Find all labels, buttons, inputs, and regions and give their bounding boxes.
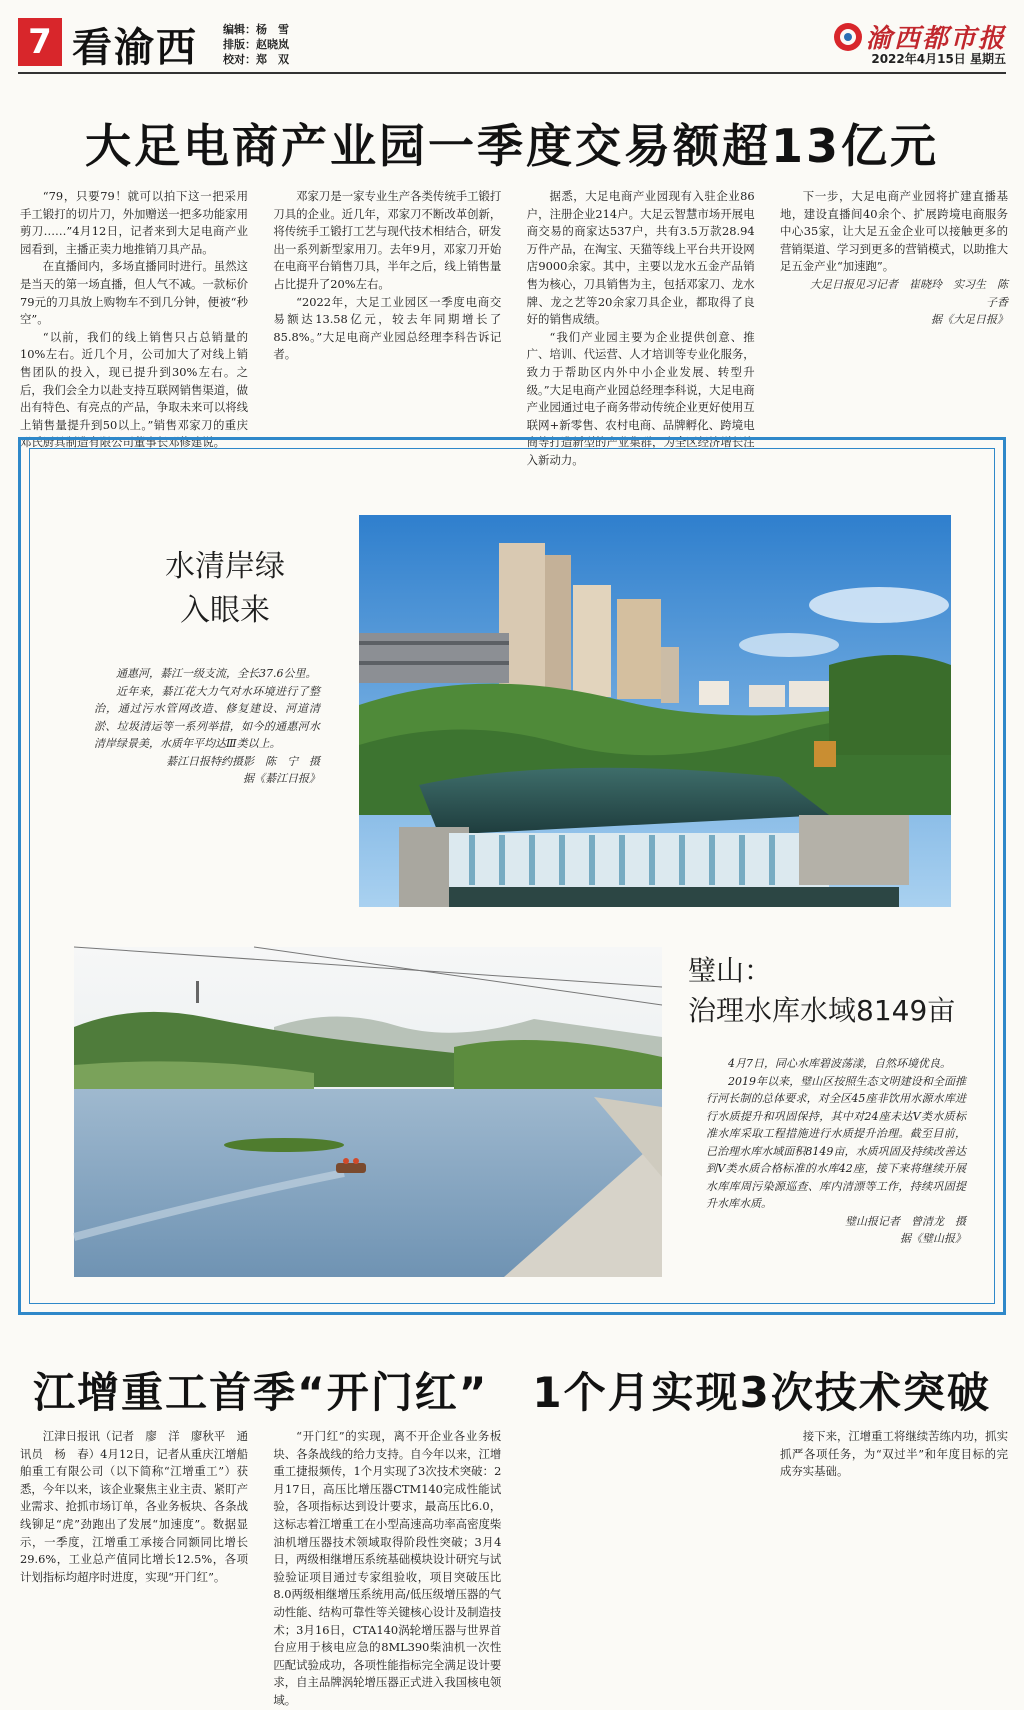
article1-byline: 大足日报见习记者 崔晓玲 实习生 陈子香 xyxy=(809,277,1008,309)
newspaper-name: 渝西都市报 xyxy=(865,24,1006,54)
article1-paragraph: “2022年，大足工业园区一季度电商交易额达13.58亿元，较去年同期增长了85.8%。”大足电商产业园总经理李科告诉记者。 xyxy=(273,294,502,362)
article1-paragraph: “79，只要79！就可以拍下这一把采用手工锻打的切片刀，外加赠送一把多功能家用剪刀……”4月12日，记者来到大足电商产业园看到，主播正卖力地推销刀具产品。 xyxy=(20,189,248,256)
article1-column-2 xyxy=(273,188,501,424)
article1-paragraph: “以前，我们的线上销售只占总销量的10%左右。近几个月，公司加大了对线上销售团队的投入，现已提升到30%左右。之后，我们会全力以赴支持互联网销售渠道，做出有特色、有亮点的产品，争取未来可以将线上销售量提升到50以上。”销售邓家刀的重庆邓氏厨具制造有限公司董事长邓修建说。 xyxy=(20,329,248,450)
article1-column-3 xyxy=(526,188,755,467)
photo2-source: 据《璧山报》 xyxy=(900,1232,966,1245)
photo-feature-box xyxy=(18,437,1006,1315)
photo2-caption-p2: 2019年以来，璧山区按照生态文明建设和全面推行河长制的总体要求，对全区45座非饮用水源水库进行水质提升和巩固保持，其中对24座未达Ⅴ类水质标准水库采取工程措施进行水质提升治理。截至目前，已治理水库水域面积8149亩，水质巩固及持续改善达到Ⅴ类水质合格标准的水库42座，接下来将继续开展水库库周污染源巡查、库内清漂等工作，持续巩固提升水库水质。 xyxy=(706,1074,966,1210)
article2-paragraph: 江津日报讯（记者 廖 洋 廖秋平 通讯员 杨 春）4月12日，记者从重庆江增船舶重工有限公司（以下简称“江增重工”）获悉，今年以来，该企业聚焦主业主责、紧盯产业需求、抢抓市场订单，各业务板块、各条战线铆足“虎”劲跑出了发展“加速度”。数据显示，一季度，江增重工承接合同额同比增长29.6%，工业总产值同比增长12.5%，各项计划指标均超序时进度，实现“开门红”。 xyxy=(20,1429,248,1584)
photo2-credit: 璧山报记者 曾清龙 摄 xyxy=(845,1214,966,1228)
masthead xyxy=(18,14,1006,70)
newspaper-logo-icon xyxy=(834,23,862,51)
article1-paragraph: 邓家刀是一家专业生产各类传统手工锻打刀具的企业。近几年，邓家刀不断改革创新，将传统手工锻打工艺与现代技术相结合，研发出一系列新型家用刀。去年9月，邓家刀开始在电商平台销售刀具，半年之后，线上销售量占比提升了20%左右。 xyxy=(273,189,502,291)
article2-paragraph: “开门红”的实现，离不开企业各业务板块、各条战线的给力支持。自今年以来，江增重工捷报频传，1个月实现了3次技术突破：2月17日，高压比增压器CTM140完成性能试验，各项指标达到设计要求，最高压比6.0，这标志着江增重工在小型高速高功率高密度柴油机增压器技术领域取得阶段性突破；3月4日，两级相继增压系统基础模块设计研究与试验验证项目通过专家组验收，项目突破压比8.0两级相继增压系统用高/低压级增压器的气动性能、结构可靠性等关键核心设计及制造技术；3月16日，CTA140涡轮增压器与世界首台应用于核电应急的8ML390柴油机一次性匹配试验成功，各项性能指标完全满足设计要求，自主品牌涡轮增压器正式进入我国核电领域。 xyxy=(273,1429,502,1707)
photo1-title xyxy=(130,545,320,633)
article2-headline: 江增重工首季“开门红” 1个月实现3次技术突破 xyxy=(33,1368,991,1417)
photo1-caption-p2: 近年来，綦江花大力气对水环境进行了整治，通过污水管网改造、修复建设、河道清淤、垃圾清运等一系列举措，如今的通惠河水清岸绿景美，水质年平均达Ⅲ类以上。 xyxy=(94,684,320,750)
article2-column-3 xyxy=(527,1428,755,1600)
article1-paragraph: 下一步，大足电商产业园将扩建直播基地，建设直播间40余个、扩展跨境电商服务中心35家，让大足五金企业可以接触更多的营销渠道、学习到更多的营销模式，以助推大足五金产业“加速跑”。 xyxy=(779,189,1008,274)
article2-column-4 xyxy=(780,1428,1008,1600)
issue-date: 2022年4月15日 星期五 xyxy=(871,52,1006,66)
photo2-title xyxy=(688,951,988,1031)
photo1-reservoir-dam-image xyxy=(359,515,951,907)
page-number: 7 xyxy=(18,18,62,66)
article1-paragraph: “我们产业园主要为企业提供创意、推广、培训、代运营、人才培训等专业化服务，致力于帮助区内外中小企业发展、转型升级。”大足电商产业园总经理李科说，大足电商产业园通过电子商务带动传统企业更好使用互联网+新零售、农村电商、品牌孵化、跨境电商等打造新型的产业集群，为全区经济增长注入新动力。 xyxy=(526,329,755,467)
article1-paragraph: 据悉，大足电商产业园现有入驻企业86户，注册企业214户。大足云智慧市场开展电商交易的商家达537户，共有3.5万款28.94万件产品，在淘宝、天猫等线上平台共开设网店9000余家。其中，主要以龙水五金产品销售为核心，刀具销售为主，包括邓家刀、龙水牌、龙之艺等20余家刀具企业，都取得了良好的销售成绩。 xyxy=(526,189,755,327)
photo2-caption-p1: 4月7日，同心水库碧波荡漾，自然环境优良。 xyxy=(728,1057,951,1070)
article1-headline: 大足电商产业园一季度交易额超13亿元 xyxy=(84,119,939,173)
photo1-title-line2: 入眼来 xyxy=(180,593,270,628)
layout-line: 排版：赵晓岚 xyxy=(223,38,289,51)
article2-column-2 xyxy=(273,1428,502,1707)
article1-paragraph: 在直播间内，多场直播同时进行。虽然这是当天的第一场直播，但人气不减。一款标价79元的刀具放上购物车不到几分钟，便被“秒空”。 xyxy=(20,259,248,327)
proofreader-line: 校对：郑 双 xyxy=(223,53,289,66)
article2-paragraph: 接下来，江增重工将继续苦练内功，抓实抓严各项任务，为“双过半”和年度目标的完成夯实基础。 xyxy=(779,1429,1008,1479)
photo1-credit: 綦江日报特约摄影 陈 宁 摄 xyxy=(166,754,320,768)
photo1-caption-p1: 通惠河，綦江一级支流，全长37.6公里。 xyxy=(116,667,317,680)
article1-column-4 xyxy=(780,188,1008,424)
article1-body xyxy=(20,188,1008,467)
photo2-lake-boat-image xyxy=(74,947,662,1277)
editor-line: 编辑：杨 雪 xyxy=(223,23,289,36)
masthead-divider xyxy=(18,72,1006,74)
photo1-title-line1: 水清岸绿 xyxy=(165,549,285,584)
photo-feature-inner-frame xyxy=(29,448,995,1304)
article1-column-1 xyxy=(20,188,248,450)
article1-source: 据《大足日报》 xyxy=(930,313,1008,327)
photo2-title-line1: 璧山： xyxy=(688,954,773,987)
section-title: 看渝西 xyxy=(72,24,198,71)
editor-credits xyxy=(223,22,289,67)
article2-column-1 xyxy=(20,1428,248,1600)
photo2-title-line2: 治理水库水域8149亩 xyxy=(688,994,956,1027)
photo2-caption xyxy=(706,1055,966,1248)
article2-body xyxy=(20,1428,1008,1707)
photo1-caption xyxy=(94,665,320,788)
photo1-source: 据《綦江日报》 xyxy=(243,772,320,785)
